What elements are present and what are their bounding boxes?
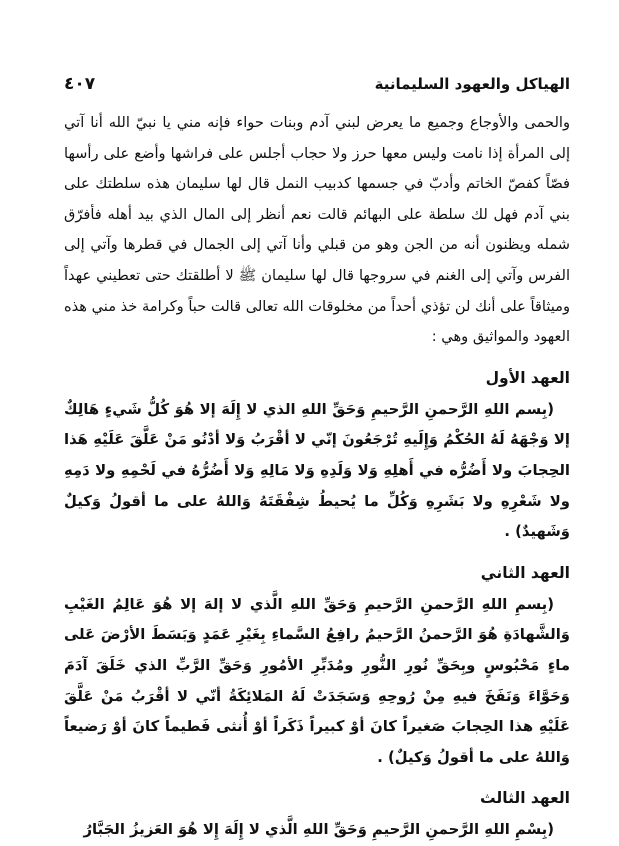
covenant-2 — [64, 560, 570, 774]
covenant-title: العهد الثاني — [480, 563, 570, 582]
covenant-text: (بِسمِ اللهِ الرَّحمنِ الرَّحيمِ وَحَقِّ اللهِ الَّذي لا إلهَ إلا هُوَ عَالِمُ الغَيْبِ وَالشَّهادَةِ هُوَ الرَّحمنُ الرَّحيمُ رافِعُ السَّماءِ بِغَيْرِ عَمَدٍ وَبَسَطَ الأرْضَ عَلى ماءٍ مَحْبُوسٍ وبِحَقِّ نُورِ النُّورِ ومُدَبِّرِ الأمُورِ وَحَقِّ الرَّبِّ الذي خَلَقَ آدَمَ وَحَوَّاءَ وَنَفَخَ فيهِ مِنْ رُوحِهِ وَسَجَدَتْ لَهُ المَلائِكَةُ أنّي لا أقْرَبُ مَنْ عَلَّقَ عَلَيْهِ هذا الحِجابَ صَغيراً كانَ أوْ كبيراً ذَكَراً أوْ أُنثى فَطيماً كانَ أوْ رَضيعاً وَاللهُ على ما أقولُ وَكيلٌ) . — [64, 595, 570, 766]
running-title: الهياكل والعهود السليمانية — [374, 75, 570, 93]
covenant-1 — [64, 365, 570, 548]
covenant-text: (بِسم اللهِ الرَّحمنِ الرَّحيمِ وَحَقِّ اللهِ الذي لا إِلَهَ إلا هُوَ كُلُّ شَيءٍ هَالِكٌ إلا وَجْهَهُ لَهُ الحُكْمُ وَإِلَيهِ تُرْجَعُونَ إنّي لا أقْرَبُ وَلا أدْنُو مَنْ عَلَّقَ عَلَيْهِ هَذا الحِجابَ ولا أَضُرُّه في أَهلِهِ وَلا وَلَدِهِ وَلا مَالِهِ وَلا أَضُرُّهُ في لَحْمِهِ ولا دَمِهِ ولا شَعْرِهِ ولا بَشَرِهِ وَكُلِّ ما يُحيطُ شِفْقَتَهُ وَاللهُ على ما أقولُ وَكيلٌ وَشَهيدٌ) . — [64, 400, 570, 541]
covenant-3 — [64, 785, 570, 846]
covenant-text: (بِسْمِ اللهِ الرَّحمنِ الرَّحيمِ وَحَقِّ اللهِ الَّذي لا إِلَهَ إِلا هُوَ العَزيزُ الجَبَّارُ — [83, 821, 554, 839]
running-header — [64, 72, 570, 96]
book-page — [63, 72, 570, 839]
covenant-title: العهد الأول — [485, 368, 570, 387]
intro-paragraph: والحمى والأوجاع وجميع ما يعرض لبني آدم وبنات حواء فإنه مني يا نبيّ الله أنا آتي إلى المرأة إذا نامت وليس معها حرز ولا حجاب أجلس على فراشها وأضع على رأسها فصّاً كفصّ الخاتم وأدبّ في جسمها كدبيب النمل قال لها سليمان هذه سلطتك على بني آدم فهل لك سلطة على البهائم قالت نعم أنظر إلى المال الذي بيد أهله فأفرّق شمله ويظنون أنه من الجن وهو من قبلي وأنا آتي إلى الجمال في قطرها وآتي إلى الفرس وآتي إلى الغنم في سروجها قال لها سليمان ﷺ لا أطلقتك حتى تعطيني عهداً وميثاقاً على أنك لن تؤذي أحداً من مخلوقات الله تعالى قالت حباً وكرامة خذ مني هذه العهود والمواثيق وهي : — [63, 114, 570, 346]
covenant-title: العهد الثالث — [480, 789, 570, 808]
page-number: ٤٠٧ — [64, 74, 96, 94]
